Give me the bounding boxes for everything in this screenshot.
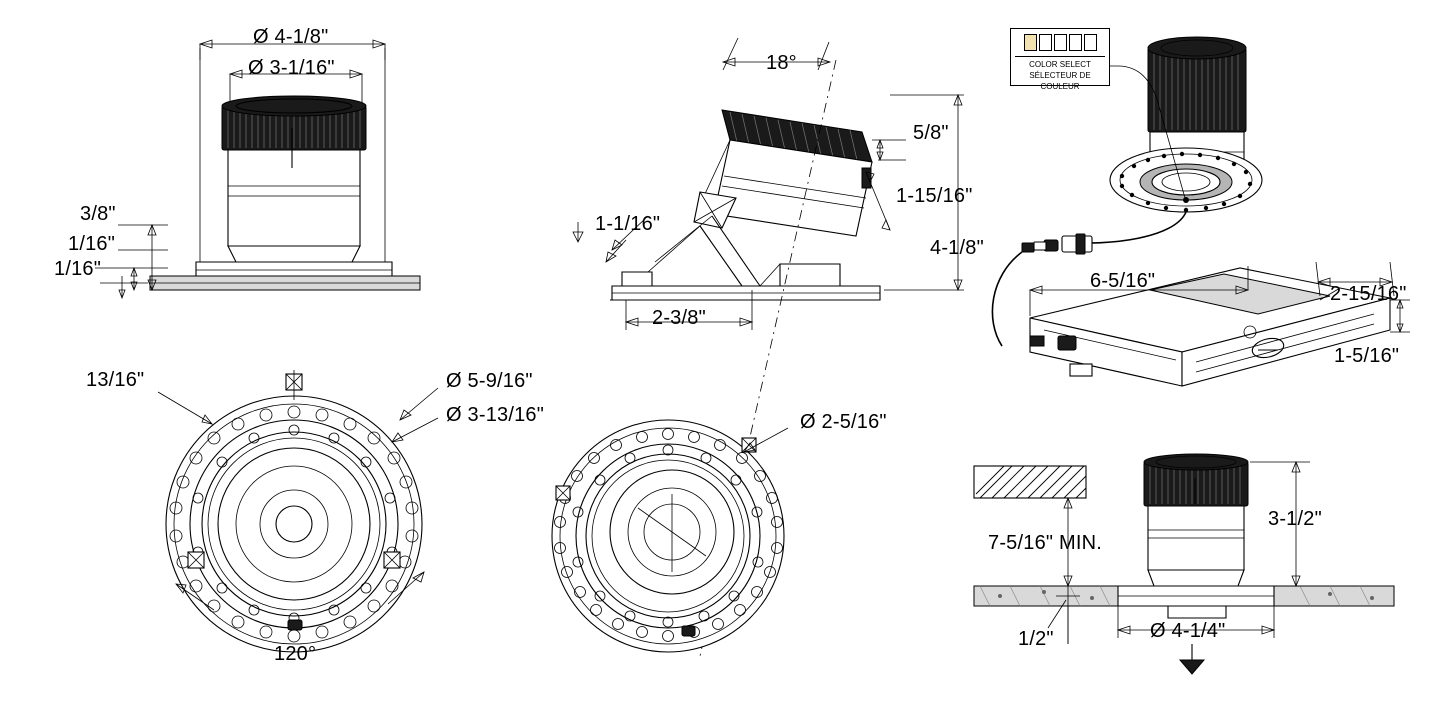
dim-3-1-2: 3-1/2": [1268, 508, 1322, 530]
color-select-label-fr: SÉLECTEUR DE COULEUR: [1029, 71, 1091, 91]
dim-13-16: 13/16": [86, 369, 145, 391]
dim-5-8: 5/8": [913, 122, 949, 144]
dip-switch-4[interactable]: [1069, 34, 1082, 51]
view-bottom-left-plan: [158, 370, 438, 652]
dim-3-8: 3/8": [80, 203, 116, 225]
dip-switch-5[interactable]: [1084, 34, 1097, 51]
dim-6-5-16: 6-5/16": [1090, 270, 1156, 292]
dim-dia-2-5-16: Ø 2-5/16": [800, 411, 887, 433]
dim-1-5-16: 1-5/16": [1334, 345, 1400, 367]
dim-7-5-16-min: 7-5/16" MIN.: [988, 532, 1102, 554]
dip-switch-3[interactable]: [1054, 34, 1067, 51]
dim-dia-5-9-16: Ø 5-9/16": [446, 370, 533, 392]
dim-2-3-8: 2-3/8": [652, 307, 706, 329]
dim-1-16-a: 1/16": [68, 233, 116, 255]
dim-dia-4-1-4: Ø 4-1/4": [1150, 620, 1226, 642]
dip-switch-2[interactable]: [1039, 34, 1052, 51]
dim-2-15-16: 2-15/16": [1330, 283, 1407, 305]
dim-dia-4-1-8: Ø 4-1/8": [253, 26, 329, 48]
view-bottom-middle-plan: [552, 420, 788, 652]
color-select-badge: [1010, 28, 1110, 91]
dim-4-1-8: 4-1/8": [930, 237, 984, 259]
dim-dia-3-1-16: Ø 3-1/16": [248, 57, 335, 79]
dim-1-15-16: 1-15/16": [896, 185, 973, 207]
color-select-label-en: COLOR SELECT: [1029, 60, 1091, 69]
dip-switch-1[interactable]: [1024, 34, 1037, 51]
dim-1-1-16: 1-1/16": [595, 213, 661, 235]
dim-18-deg: 18°: [766, 52, 797, 74]
dim-120-deg: 120°: [274, 643, 317, 665]
dim-dia-3-13-16: Ø 3-13/16": [446, 404, 545, 426]
dim-1-16-b: 1/16": [54, 258, 102, 280]
dim-1-2: 1/2": [1018, 628, 1054, 650]
